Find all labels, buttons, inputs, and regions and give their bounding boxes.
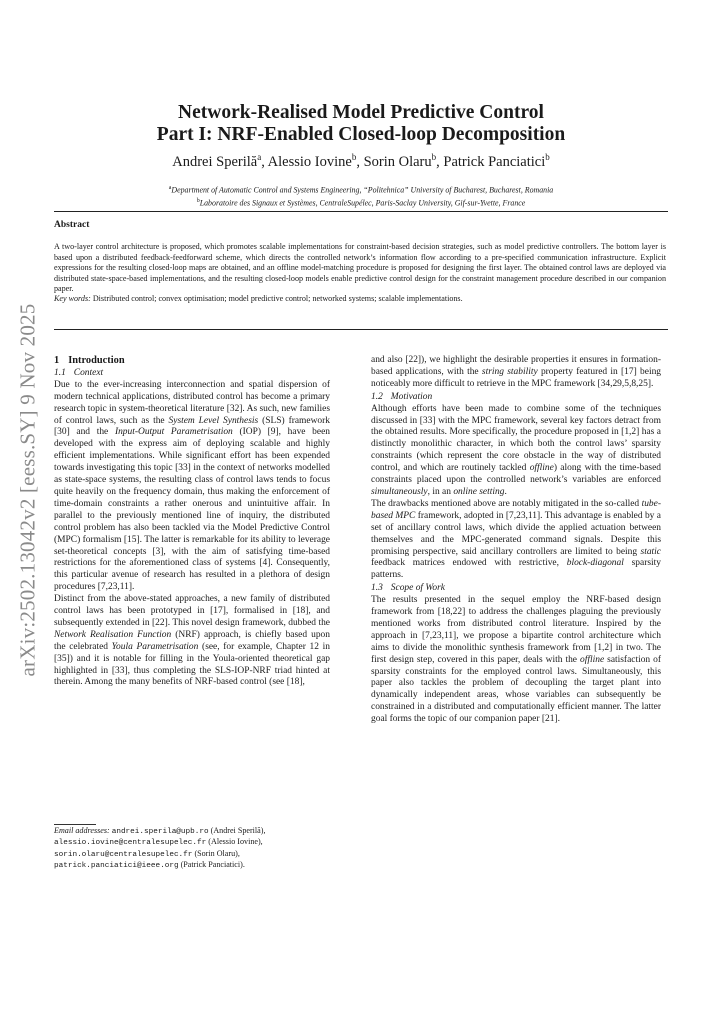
email-link[interactable]: andrei.sperila@upb.ro	[111, 828, 209, 836]
text-run: (see, for example, Chapter 12 in [35]) and it is notable for filling in the Youla-oriented theoretical gap highlighted in [33], thus completing the SLS-IOP-NRF triad hinted at therein. Among the many benefits of NRF-based control (see [18],	[54, 641, 330, 688]
subsection-title: Scope of Work	[390, 583, 445, 594]
author-name: Andrei Sperilă	[172, 153, 258, 170]
email-footnote	[54, 826, 330, 872]
subsection-heading-context	[54, 368, 330, 380]
author-list: Andrei Sperilă$^a$, Alessio Iovine$^b$, Sorin Olaru$^b$, Patrick Panciatici$^b$	[172, 152, 550, 170]
affiliations	[54, 183, 668, 209]
right-column	[371, 355, 661, 726]
author-affiliation-mark: b	[431, 152, 437, 162]
text-run: The results presented in the sequel employ the NRF-based design framework from [18,22] to address the challenges plaguing the previously mentioned works from distributed control literature. Inspired by the approach in [7,23,11], we propose a bipartite control architecture which aims to divide the monolithic synthesis framework from [1,2] in two. The first design step, covered in this paper, deals with the	[371, 595, 661, 665]
emphasis: block-diagonal	[566, 558, 624, 569]
subsection-heading-motivation	[371, 392, 661, 404]
affiliation-text: Department of Automatic Control and Systems Engineering, “Politehnica” University of Bucharest, Bucharest, Romania	[171, 185, 554, 195]
text-run: satisfaction of sparsity constraints for the employed control laws. Simultaneously, this paper also tackles the problem of decoupling the target plant into dynamically independent areas, whose variables can subsequently be constrained in a distributed and computationally efficient manner. The latter goal forms the topic of our companion paper [21].	[371, 654, 662, 725]
text-run: (NRF) approach, is chiefly based upon the celebrated	[54, 629, 330, 652]
affiliation-text: Laboratoire des Signaux et Systèmes, CentraleSupélec, Paris-Saclay University, Gif-sur-Yvette, France	[199, 198, 526, 208]
emphasis: static	[640, 546, 661, 557]
author-name: Alessio Iovine	[267, 153, 352, 170]
author-name: Sorin Olaru	[363, 153, 432, 170]
section-number: 1	[54, 355, 60, 366]
emphasis: Network Realisation Function	[54, 629, 172, 640]
affiliation-line	[54, 183, 668, 196]
affiliation-line	[54, 196, 668, 209]
subsection-title: Motivation	[390, 391, 433, 402]
paragraph	[371, 499, 661, 582]
text-run: (IOP) [9], have been developed with the express aim of deploying scalable and highly efficient implementations. While significant effort has been expended towards investigating this topic [33] in the context of networks modelled as state-space systems, the resulting class of control laws tends to focus quite heavily on the frequency domain, thus making the enforcement of time-domain constraints a rather onerous and unintuitive affair. In parallel to the previously mentioned line of inquiry, the distributed control problem has also been tackled via the Model Predictive Control (MPC) formalism [15]. The latter is remarkable for its ability to leverage set-theoretical concepts [3], with the aim of satisfying time-based restrictions for the aforementioned class of systems [4]. Consequently, this particular avenue of research has resulted in a plethora of design procedures [7,23,11].	[54, 427, 330, 593]
subsection-heading-scope	[371, 583, 661, 595]
abstract-block	[54, 220, 666, 305]
email-owner: (Sorin Olaru),	[194, 848, 240, 858]
subsection-title: Context	[73, 367, 104, 378]
email-owner: (Andrei Sperilă),	[210, 826, 266, 835]
paragraph	[371, 404, 661, 499]
author-name: Patrick Panciatici	[443, 153, 546, 170]
text-run: property featured in [17] being noticeably more difficult to retrieve in the MPC framework [34,29,5,8,25].	[371, 366, 662, 389]
keywords-label: Key words:	[54, 294, 91, 304]
paper-header	[54, 102, 668, 209]
subsection-number: 1.3	[371, 583, 383, 594]
emphasis: simultaneously	[371, 486, 428, 497]
text-run: .	[504, 486, 507, 497]
email-link[interactable]: patrick.panciatici@ieee.org	[54, 862, 179, 871]
text-run: and also [22]), we highlight the desirable properties it ensures in formation-based applications, with the	[371, 355, 661, 377]
emphasis: offline	[580, 654, 605, 665]
affiliation-mark: b	[196, 197, 200, 204]
header-divider	[54, 211, 668, 212]
text-run: sparsity patterns.	[371, 558, 661, 581]
paper-title	[54, 102, 668, 146]
emphasis: Youla Parametrisation	[111, 641, 199, 652]
title-line-2: Part I: NRF-Enabled Closed-loop Decomposition	[156, 124, 566, 145]
footnote-label: Email addresses:	[54, 826, 110, 835]
section-heading-introduction	[54, 355, 330, 367]
text-run: ) along with the time-based constraints placed upon the controlled network’s variables are enforced	[371, 463, 662, 486]
subsection-number: 1.1	[54, 367, 66, 378]
arxiv-id-text: arXiv:2502.13042v2 [eess.SY] 9 Nov 2025	[15, 303, 40, 677]
emphasis: tube-based MPC	[371, 498, 661, 521]
abstract-divider	[54, 329, 668, 330]
email-link[interactable]: sorin.olaru@centralesupelec.fr	[54, 850, 193, 859]
text-run: (SLS) framework [30] and the	[54, 415, 330, 438]
arxiv-identifier-stamp[interactable]	[6, 290, 50, 690]
email-owner: (Alessio Iovine),	[208, 837, 263, 847]
paragraph	[371, 355, 661, 391]
email-owner: (Patrick Panciatici).	[180, 860, 245, 870]
footnote-divider	[54, 824, 96, 825]
paragraph	[54, 594, 330, 689]
paragraph	[54, 380, 330, 594]
abstract-heading: Abstract	[54, 220, 90, 230]
emphasis: offline	[529, 463, 554, 474]
text-run: The drawbacks mentioned above are notably mitigated in the so-called	[371, 498, 642, 509]
text-run: Due to the ever-increasing interconnection and spatial dispersion of modern technical applications, distributed control has become a primary research topic in system-theoretical literature [32]. As such, new families of control laws, such as the	[54, 379, 330, 426]
keywords-line	[54, 294, 666, 304]
text-run: feedback matrices endowed with restrictive,	[371, 558, 567, 569]
left-column	[54, 355, 330, 689]
title-line-1: Network-Realised Model Predictive Control	[178, 102, 544, 123]
author-affiliation-mark: b	[545, 152, 550, 162]
text-run: framework, adopted in [7,23,11]. This advantage is enabled by a set of ancillary control laws, which divide the applied actuation between themselves and the MPC-generated command signals. Despite this promising perspective, said ancillary controllers are limited to being	[371, 510, 661, 557]
abstract-text: A two-layer control architecture is proposed, which promotes scalable implementations for constraint-based decision strategies, such as model predictive controllers. The bottom layer is based upon a distributed feedback-feedforward scheme, which directs the controlled network’s information flow according to a pre-specified communication infrastructure. Explicit expressions for the resulting closed-loop maps are obtained, and an offline model-matching procedure is proposed for designing the first layer. The obtained control laws are deployed via distributed state-space-based implementations, and the resulting closed-loop models enable predictive control design for the constraint management procedure described in our companion paper.	[54, 242, 666, 294]
author-affiliation-mark: a	[257, 152, 262, 162]
text-run: , in an	[427, 486, 454, 497]
emphasis: string stability	[481, 366, 538, 377]
keywords-text: Distributed control; convex optimisation; model predictive control; networked systems; scalable implementations.	[92, 294, 463, 304]
email-link[interactable]: alessio.iovine@centralesupelec.fr	[54, 839, 207, 848]
emphasis: System Level Synthesis	[168, 415, 259, 426]
author-affiliation-mark: b	[351, 152, 357, 162]
section-title: Introduction	[68, 355, 125, 366]
paragraph	[371, 595, 661, 726]
emphasis: Input-Output Parametrisation	[114, 427, 233, 438]
text-run: Distinct from the above-stated approaches, a new family of distributed control laws has been prototyped in [17], formalised in [18], and subsequently extended in [22]. This novel design framework, dubbed the	[54, 594, 330, 628]
affiliation-mark: a	[168, 184, 172, 191]
text-run: Although efforts have been made to combine some of the techniques discussed in [33] with the MPC framework, several key factors detract from the obtained results. More specifically, the procedure proposed in [1,2] has a distinctly monolithic character, in which both the control laws’ sparsity constraints (which represent the core obstacle in the way of distributed control, and which are routinely tackled	[371, 403, 661, 474]
emphasis: online setting	[453, 486, 505, 497]
subsection-number: 1.2	[371, 391, 383, 402]
